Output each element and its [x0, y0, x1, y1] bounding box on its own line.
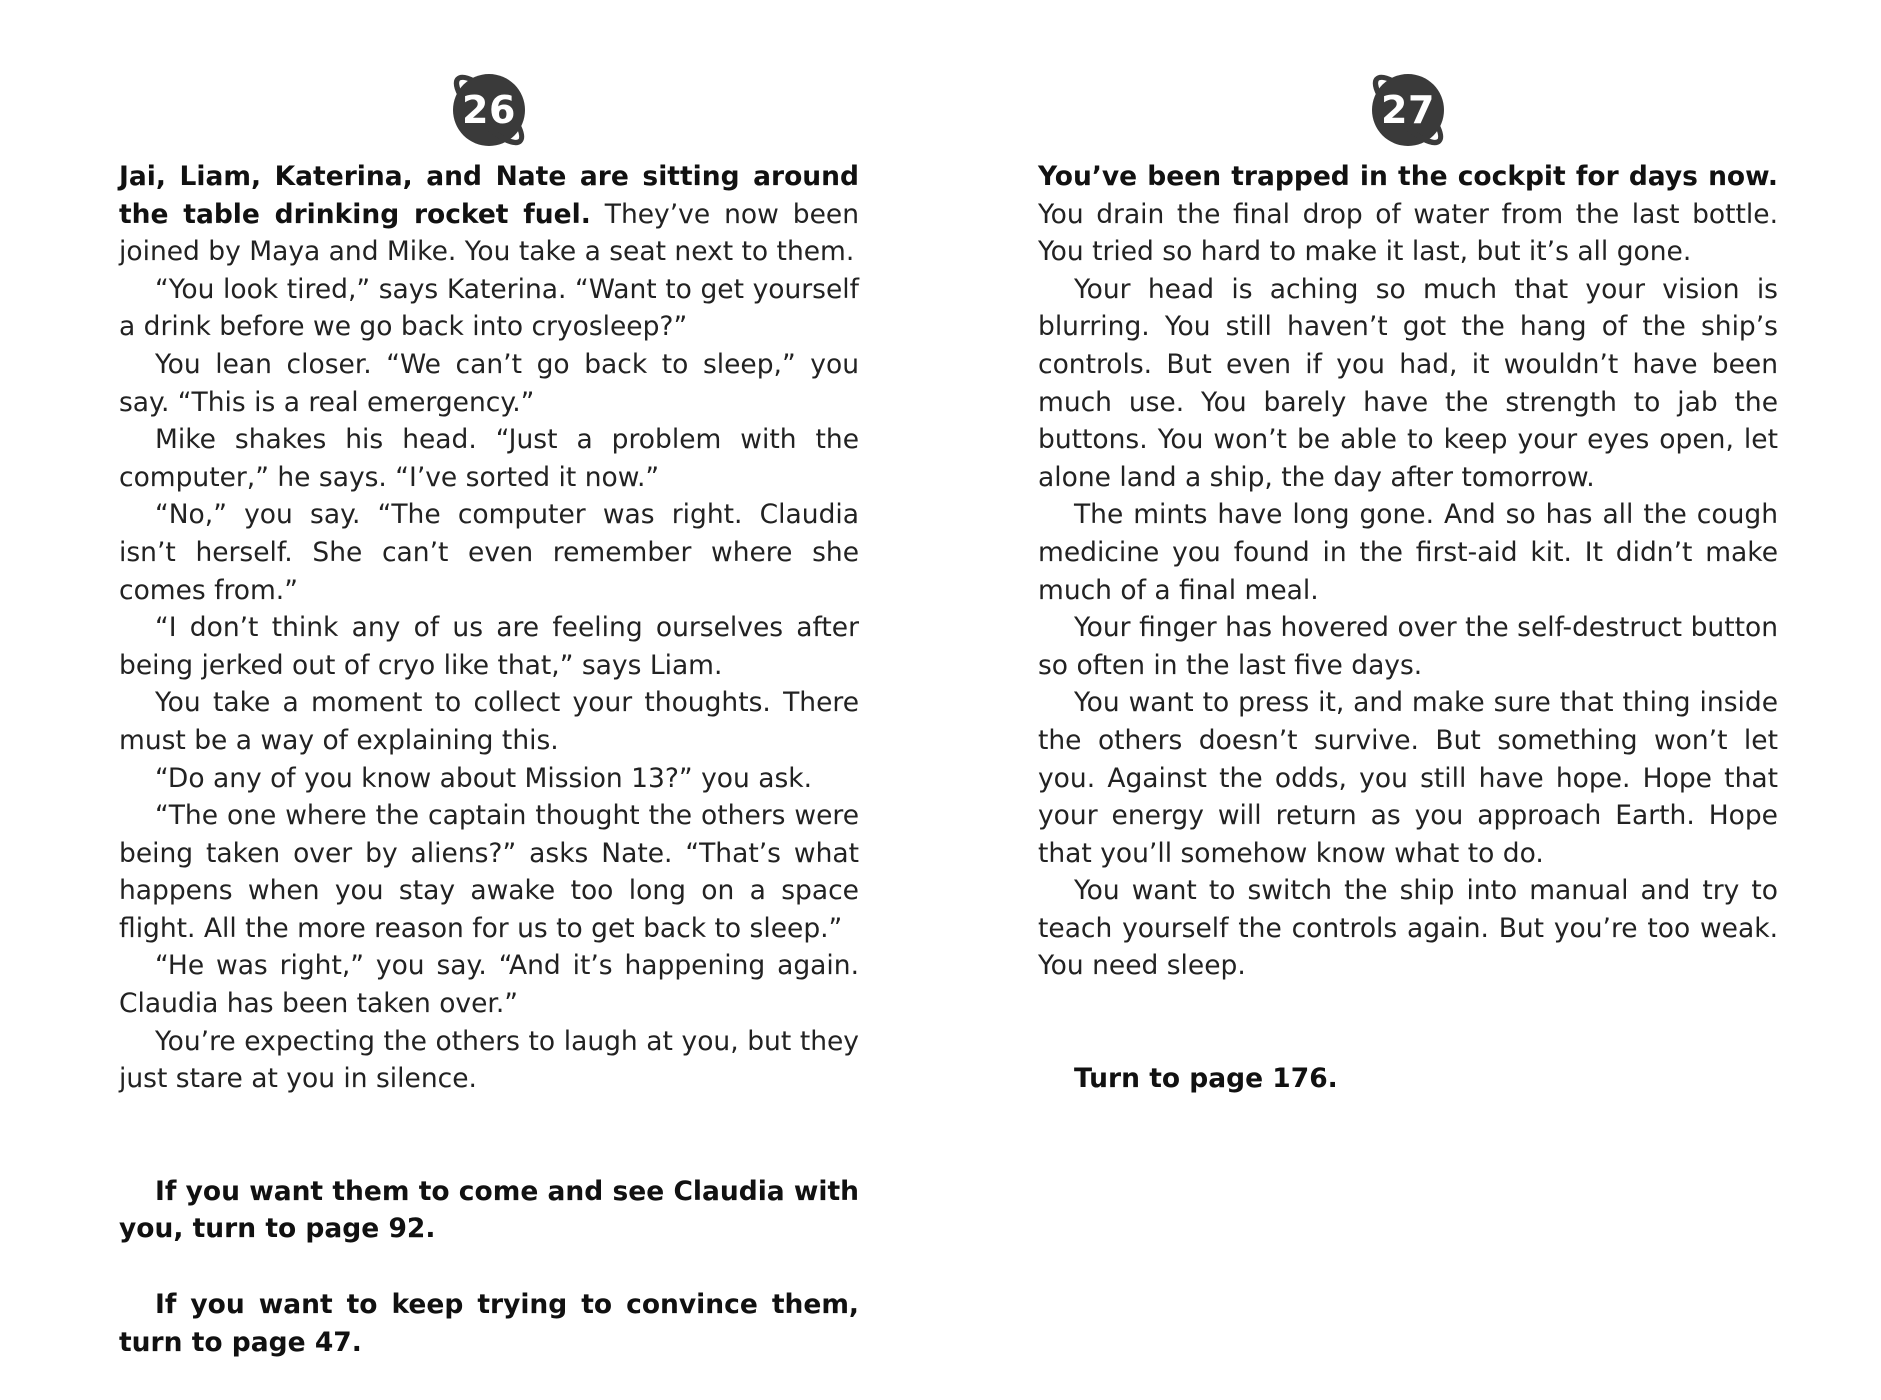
choice-option: If you want to keep trying to convince them, turn to page 47.: [119, 1289, 859, 1358]
page-body: [119, 158, 859, 1361]
paragraph: Your finger has hovered over the self-destruct button so often in the last five days.: [1038, 612, 1778, 681]
left-page: [119, 0, 859, 1400]
page-number-badge: [1362, 64, 1454, 156]
paragraph: You take a moment to collect your thoughts. There must be a way of explaining this.: [119, 687, 859, 756]
opening-paragraph: [119, 158, 859, 271]
page-number: 27: [1381, 88, 1435, 132]
paragraph: “The one where the captain thought the others were being taken over by aliens?” asks Nate. “That’s what happens when you stay awake too long on a space flight. All the more reason for us to get back to sleep.”: [119, 800, 859, 944]
right-page: [1038, 0, 1778, 1400]
paragraph: “Do any of you know about Mission 13?” you ask.: [155, 762, 813, 794]
paragraph: “I don’t think any of us are feeling ourselves after being jerked out of cryo like that,” says Liam.: [119, 612, 859, 681]
paragraph: You want to press it, and make sure that thing inside the others doesn’t survive. But something won’t let you. Against the odds, you still have hope. Hope that your energy will return as you approach Earth. Hope that you’ll somehow know what to do.: [1038, 687, 1778, 869]
paragraph: You’re expecting the others to laugh at you, but they just stare at you in silence.: [119, 1025, 859, 1095]
lead-text: Jai, Liam, Katerina, and Nate are sitting around the table drinking rocket fuel.: [119, 161, 859, 230]
spacer: [119, 1248, 859, 1286]
lead-text: You’ve been trapped in the cockpit for days now.: [1038, 161, 1778, 192]
opening-text: You drain the final drop of water from the last bottle. You tried so hard to make it last, but it’s all gone.: [1038, 198, 1778, 268]
spacer: [1038, 985, 1778, 1060]
paragraph: “No,” you say. “The computer was right. Claudia isn’t herself. She can’t even remember where she comes from.”: [119, 499, 859, 606]
paragraph: Your head is aching so much that your vision is blurring. You still haven’t got the hang of the ship’s controls. But even if you had, it wouldn’t have been much use. You barely have the strength to jab the buttons. You won’t be able to keep your eyes open, let alone land a ship, the day after tomorrow.: [1038, 273, 1778, 493]
choice-option: Turn to page 176.: [1074, 1063, 1338, 1095]
paragraph: You want to switch the ship into manual and try to teach yourself the controls again. But you’re too weak. You need sleep.: [1038, 875, 1778, 982]
paragraph: “He was right,” you say. “And it’s happening again. Claudia has been taken over.”: [119, 950, 859, 1020]
paragraph: The mints have long gone. And so has all the cough medicine you found in the first-aid kit. It didn’t make much of a final meal.: [1038, 499, 1778, 606]
spacer: [119, 1098, 859, 1173]
page-body: [1038, 158, 1778, 1098]
opening-text: They’ve now been joined by Maya and Mike. You take a seat next to them.: [119, 198, 859, 268]
page-number-badge: [443, 64, 535, 156]
paragraph: Mike shakes his head. “Just a problem with the computer,” he says. “I’ve sorted it now.”: [119, 424, 859, 493]
paragraph: You lean closer. “We can’t go back to sleep,” you say. “This is a real emergency.”: [119, 348, 859, 418]
choice-option: If you want them to come and see Claudia with you, turn to page 92.: [119, 1175, 859, 1245]
paragraph: “You look tired,” says Katerina. “Want to get yourself a drink before we go back into cryosleep?”: [119, 273, 859, 343]
opening-paragraph: [1038, 158, 1778, 271]
page-number: 26: [462, 88, 516, 132]
